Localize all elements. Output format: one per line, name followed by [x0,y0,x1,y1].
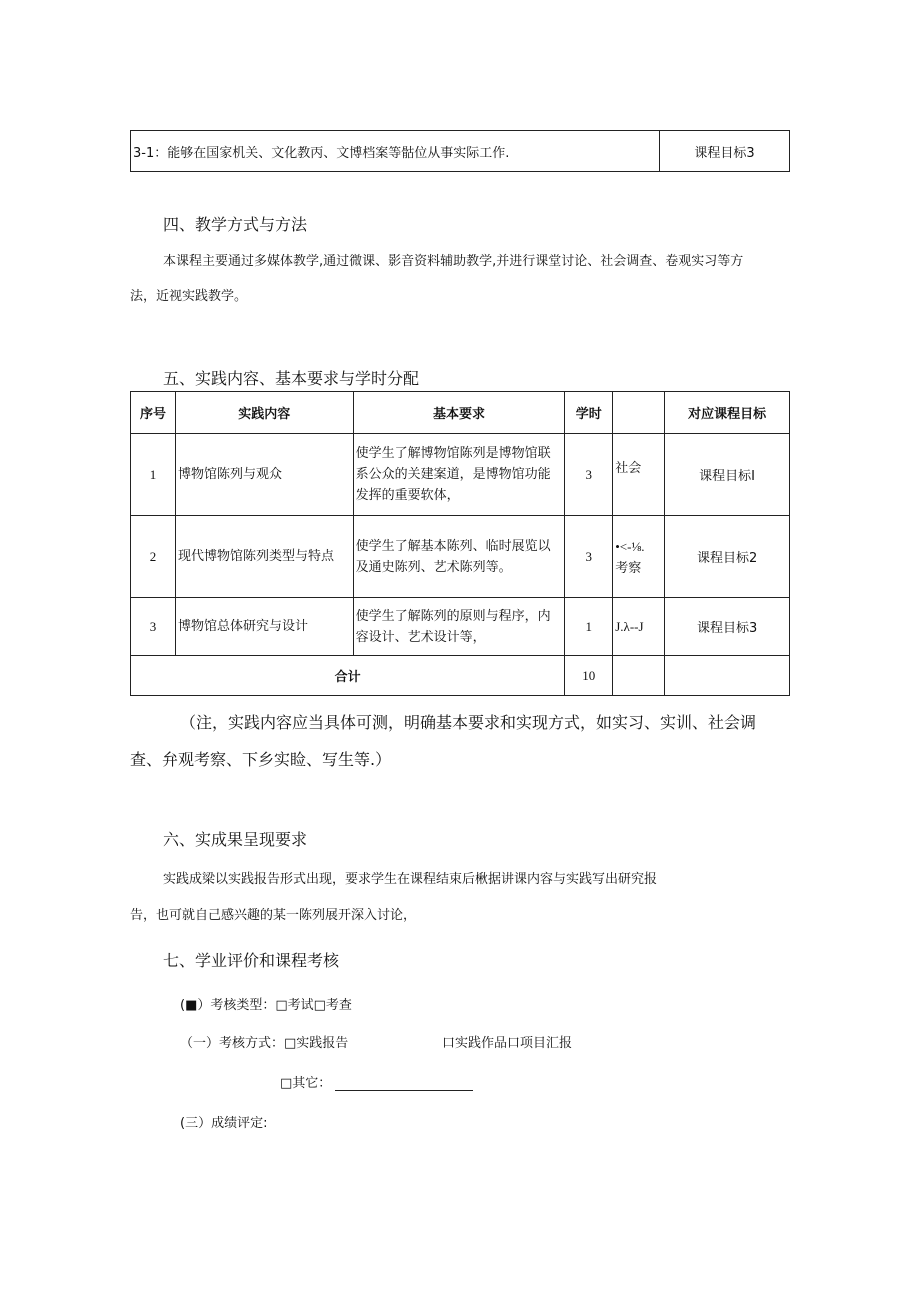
row-method: J.λ--J [613,598,665,656]
row-requirement: 使学生了解基本陈列、临时展览以及通史陈列、艺术陈列等。 [353,516,565,598]
total-method [613,656,665,696]
header-content: 实践内容 [175,392,353,434]
exam-method-label: （一）考核方式：□实践报告 [180,1036,349,1051]
exam-other-label: □其它： [280,1076,332,1091]
row-no: 3 [131,598,176,656]
header-hours: 学时 [565,392,613,434]
row-hours: 1 [565,598,613,656]
exam-method-options: 口实践作品口项目汇报 [442,1036,573,1051]
header-requirement: 基本要求 [353,392,565,434]
total-hours: 10 [565,656,613,696]
exam-other-blank [335,1076,473,1091]
objective-goal: 课程目标3 [660,131,790,172]
row-content: 现代博物馆陈列类型与特点 [175,516,353,598]
total-label: 合计 [131,656,565,696]
section4-line2: 法，近视实践教学。 [130,289,248,304]
section5-heading: 五、实践内容、基本要求与学时分配 [163,369,420,388]
total-goal [665,656,790,696]
row-goal: 课程目标2 [665,516,790,598]
grade-label: (三）成绩评定: [180,1116,268,1131]
row-requirement: 使学生了解陈列的原则与程序，内容设计、艺术设计等， [353,598,565,656]
exam-other-line [280,1072,473,1091]
objective-text: 3-1：能够在国家机关、文化教丙、文博档案等骷位从事实际工作. [131,131,660,172]
header-goal: 对应课程目标 [665,392,790,434]
table-row [131,434,790,516]
row-method: 社会 [613,434,665,516]
row-hours: 3 [565,434,613,516]
table-header-row [131,392,790,434]
practice-table [130,391,790,696]
row-no: 2 [131,516,176,598]
row-method: •<-⅛. 考察 [613,516,665,598]
row-no: 1 [131,434,176,516]
section7-heading: 七、学业评价和课程考核 [163,951,340,970]
header-method [613,392,665,434]
row-content: 博物馆总体研究与设计 [175,598,353,656]
section5-note-line2: 查、弁观考察、下乡实睑、写生等.） [130,750,392,769]
exam-type-line: (■）考核类型：□考试□考查 [180,998,352,1013]
section4-heading: 四、教学方式与方法 [163,215,308,234]
table-row [131,598,790,656]
row-goal: 课程目标3 [665,598,790,656]
table-row [131,516,790,598]
row-goal: 课程目标I [665,434,790,516]
section6-line1: 实践成梁以实践报告形式出现，要求学生在课程结束后楸据讲课内容与实践写出研究报 [163,872,658,887]
section4-line1: 本课程主要通过多媒体教学,通过微课、影音资料辅助教学,并进行课堂讨论、社会调查、卷观实习等方 [163,254,744,269]
table-row [131,131,790,172]
section6-line2: 告，也可就自己感兴趣的某一陈列展开深入讨论， [130,908,417,923]
row-hours: 3 [565,516,613,598]
header-no: 序号 [131,392,176,434]
objective-table [130,130,790,172]
row-content: 博物馆陈列与观众 [175,434,353,516]
section6-heading: 六、实成果呈现要求 [163,830,308,849]
row-requirement: 使学生了解博物馆陈列是博物馆联系公众的关建案道，是博物馆功能发挥的重要软体， [353,434,565,516]
section5-note-line1: （注，实践内容应当具体可测，明确基本要求和实现方式，如实习、实训、社会调 [180,713,757,732]
table-total-row [131,656,790,696]
